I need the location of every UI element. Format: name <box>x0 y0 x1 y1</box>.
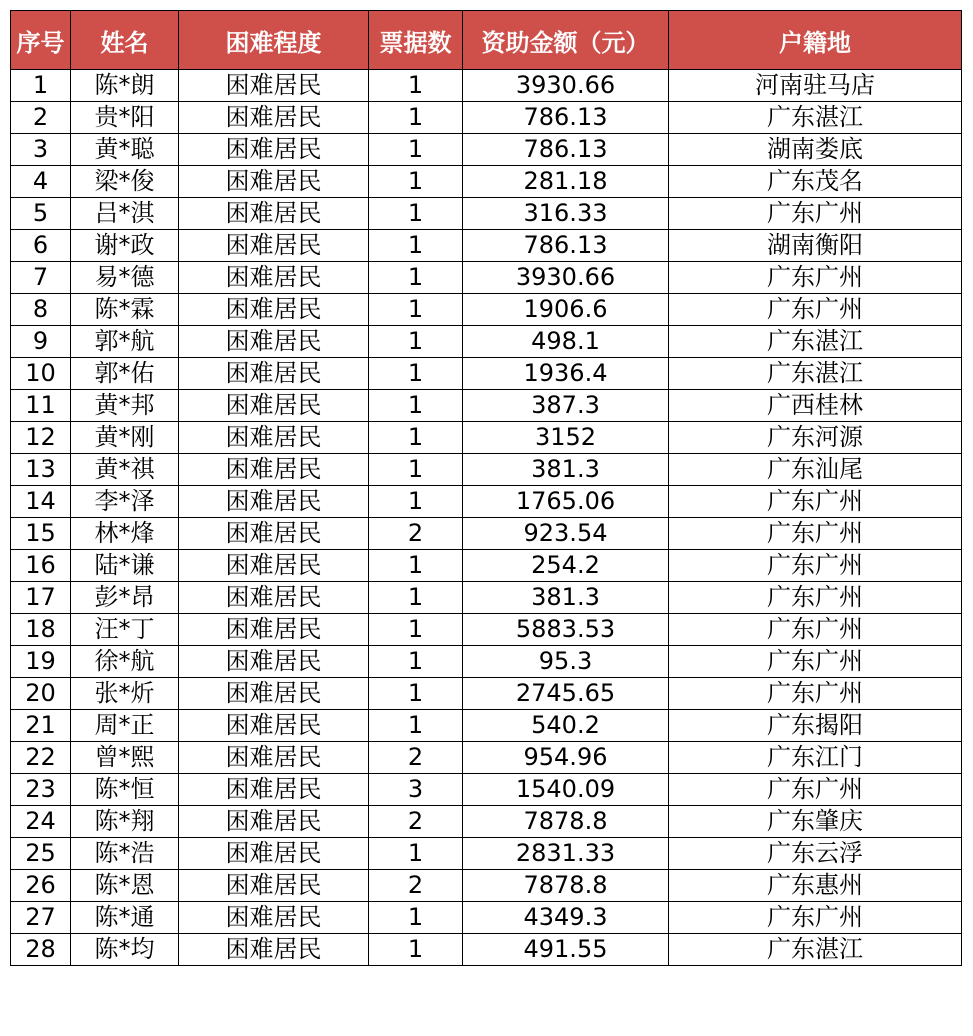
cell-name: 黄*聪 <box>71 134 179 166</box>
cell-receipt-count: 2 <box>369 870 463 902</box>
header-receipt-count: 票据数 <box>369 11 463 70</box>
cell-aid-amount: 498.1 <box>463 326 669 358</box>
cell-difficulty: 困难居民 <box>179 902 369 934</box>
cell-index: 5 <box>11 198 71 230</box>
table-row <box>11 582 962 614</box>
cell-index: 3 <box>11 134 71 166</box>
cell-index: 2 <box>11 102 71 134</box>
cell-domicile: 广东湛江 <box>669 102 962 134</box>
cell-receipt-count: 1 <box>369 710 463 742</box>
cell-receipt-count: 1 <box>369 902 463 934</box>
cell-receipt-count: 1 <box>369 358 463 390</box>
cell-aid-amount: 3152 <box>463 422 669 454</box>
cell-aid-amount: 786.13 <box>463 134 669 166</box>
cell-index: 13 <box>11 454 71 486</box>
cell-domicile: 广东肇庆 <box>669 806 962 838</box>
cell-name: 李*泽 <box>71 486 179 518</box>
cell-receipt-count: 1 <box>369 198 463 230</box>
cell-index: 6 <box>11 230 71 262</box>
cell-index: 28 <box>11 934 71 966</box>
cell-domicile: 广东河源 <box>669 422 962 454</box>
cell-difficulty: 困难居民 <box>179 326 369 358</box>
cell-receipt-count: 1 <box>369 614 463 646</box>
table-row <box>11 358 962 390</box>
cell-difficulty: 困难居民 <box>179 774 369 806</box>
cell-name: 徐*航 <box>71 646 179 678</box>
cell-aid-amount: 4349.3 <box>463 902 669 934</box>
cell-aid-amount: 954.96 <box>463 742 669 774</box>
cell-receipt-count: 1 <box>369 70 463 102</box>
cell-index: 27 <box>11 902 71 934</box>
table-row <box>11 742 962 774</box>
cell-name: 汪*丁 <box>71 614 179 646</box>
cell-domicile: 广东广州 <box>669 294 962 326</box>
cell-domicile: 河南驻马店 <box>669 70 962 102</box>
cell-aid-amount: 2831.33 <box>463 838 669 870</box>
cell-receipt-count: 1 <box>369 454 463 486</box>
header-aid-amount: 资助金额（元） <box>463 11 669 70</box>
table-row <box>11 230 962 262</box>
cell-name: 易*德 <box>71 262 179 294</box>
table-row <box>11 102 962 134</box>
cell-index: 17 <box>11 582 71 614</box>
cell-domicile: 广东湛江 <box>669 326 962 358</box>
cell-index: 4 <box>11 166 71 198</box>
aid-table <box>10 10 962 966</box>
cell-receipt-count: 2 <box>369 806 463 838</box>
cell-receipt-count: 3 <box>369 774 463 806</box>
cell-difficulty: 困难居民 <box>179 486 369 518</box>
cell-index: 1 <box>11 70 71 102</box>
cell-aid-amount: 281.18 <box>463 166 669 198</box>
cell-index: 22 <box>11 742 71 774</box>
cell-index: 19 <box>11 646 71 678</box>
cell-aid-amount: 381.3 <box>463 454 669 486</box>
cell-index: 14 <box>11 486 71 518</box>
cell-name: 陈*霖 <box>71 294 179 326</box>
cell-index: 23 <box>11 774 71 806</box>
cell-domicile: 广东汕尾 <box>669 454 962 486</box>
table-row <box>11 166 962 198</box>
cell-index: 20 <box>11 678 71 710</box>
cell-index: 15 <box>11 518 71 550</box>
cell-difficulty: 困难居民 <box>179 166 369 198</box>
cell-name: 陈*恩 <box>71 870 179 902</box>
cell-aid-amount: 254.2 <box>463 550 669 582</box>
cell-domicile: 广东惠州 <box>669 870 962 902</box>
cell-difficulty: 困难居民 <box>179 134 369 166</box>
table-body <box>11 70 962 966</box>
table-row <box>11 646 962 678</box>
cell-name: 曾*熙 <box>71 742 179 774</box>
cell-aid-amount: 1906.6 <box>463 294 669 326</box>
cell-name: 吕*淇 <box>71 198 179 230</box>
cell-index: 10 <box>11 358 71 390</box>
cell-difficulty: 困难居民 <box>179 198 369 230</box>
cell-difficulty: 困难居民 <box>179 102 369 134</box>
cell-aid-amount: 786.13 <box>463 102 669 134</box>
cell-name: 陈*朗 <box>71 70 179 102</box>
cell-index: 7 <box>11 262 71 294</box>
table-row <box>11 262 962 294</box>
cell-domicile: 广东广州 <box>669 550 962 582</box>
cell-difficulty: 困难居民 <box>179 806 369 838</box>
cell-difficulty: 困难居民 <box>179 582 369 614</box>
cell-index: 11 <box>11 390 71 422</box>
cell-difficulty: 困难居民 <box>179 710 369 742</box>
cell-name: 黄*刚 <box>71 422 179 454</box>
cell-name: 陈*通 <box>71 902 179 934</box>
cell-receipt-count: 1 <box>369 678 463 710</box>
cell-domicile: 广东江门 <box>669 742 962 774</box>
cell-name: 陆*谦 <box>71 550 179 582</box>
cell-domicile: 广东茂名 <box>669 166 962 198</box>
cell-name: 黄*邦 <box>71 390 179 422</box>
cell-domicile: 广东湛江 <box>669 358 962 390</box>
cell-difficulty: 困难居民 <box>179 614 369 646</box>
cell-name: 黄*祺 <box>71 454 179 486</box>
cell-aid-amount: 540.2 <box>463 710 669 742</box>
cell-domicile: 湖南娄底 <box>669 134 962 166</box>
cell-difficulty: 困难居民 <box>179 230 369 262</box>
cell-domicile: 广西桂林 <box>669 390 962 422</box>
cell-receipt-count: 1 <box>369 838 463 870</box>
cell-aid-amount: 1765.06 <box>463 486 669 518</box>
header-difficulty: 困难程度 <box>179 11 369 70</box>
cell-name: 陈*浩 <box>71 838 179 870</box>
table-row <box>11 134 962 166</box>
cell-index: 24 <box>11 806 71 838</box>
cell-name: 陈*翔 <box>71 806 179 838</box>
cell-aid-amount: 7878.8 <box>463 870 669 902</box>
cell-domicile: 广东广州 <box>669 518 962 550</box>
table-row <box>11 518 962 550</box>
cell-aid-amount: 381.3 <box>463 582 669 614</box>
cell-difficulty: 困难居民 <box>179 70 369 102</box>
cell-difficulty: 困难居民 <box>179 838 369 870</box>
cell-domicile: 湖南衡阳 <box>669 230 962 262</box>
table-row <box>11 614 962 646</box>
cell-receipt-count: 1 <box>369 102 463 134</box>
cell-aid-amount: 1540.09 <box>463 774 669 806</box>
cell-difficulty: 困难居民 <box>179 422 369 454</box>
cell-domicile: 广东揭阳 <box>669 710 962 742</box>
cell-aid-amount: 5883.53 <box>463 614 669 646</box>
cell-aid-amount: 491.55 <box>463 934 669 966</box>
cell-difficulty: 困难居民 <box>179 742 369 774</box>
cell-name: 陈*恒 <box>71 774 179 806</box>
cell-name: 梁*俊 <box>71 166 179 198</box>
cell-name: 贵*阳 <box>71 102 179 134</box>
cell-aid-amount: 3930.66 <box>463 262 669 294</box>
cell-name: 张*炘 <box>71 678 179 710</box>
cell-difficulty: 困难居民 <box>179 358 369 390</box>
table-row <box>11 678 962 710</box>
cell-index: 18 <box>11 614 71 646</box>
cell-difficulty: 困难居民 <box>179 518 369 550</box>
cell-index: 25 <box>11 838 71 870</box>
table-row <box>11 486 962 518</box>
cell-domicile: 广东广州 <box>669 678 962 710</box>
cell-aid-amount: 786.13 <box>463 230 669 262</box>
cell-domicile: 广东广州 <box>669 486 962 518</box>
cell-index: 26 <box>11 870 71 902</box>
cell-name: 周*正 <box>71 710 179 742</box>
cell-receipt-count: 1 <box>369 582 463 614</box>
table-row <box>11 838 962 870</box>
cell-receipt-count: 1 <box>369 262 463 294</box>
cell-domicile: 广东广州 <box>669 774 962 806</box>
cell-name: 陈*均 <box>71 934 179 966</box>
table-row <box>11 70 962 102</box>
cell-receipt-count: 1 <box>369 934 463 966</box>
cell-difficulty: 困难居民 <box>179 294 369 326</box>
cell-difficulty: 困难居民 <box>179 646 369 678</box>
header-domicile: 户籍地 <box>669 11 962 70</box>
cell-receipt-count: 1 <box>369 486 463 518</box>
cell-receipt-count: 1 <box>369 390 463 422</box>
cell-receipt-count: 1 <box>369 230 463 262</box>
table-row <box>11 870 962 902</box>
cell-domicile: 广东广州 <box>669 646 962 678</box>
cell-aid-amount: 7878.8 <box>463 806 669 838</box>
cell-index: 8 <box>11 294 71 326</box>
cell-difficulty: 困难居民 <box>179 390 369 422</box>
table-row <box>11 774 962 806</box>
table-row <box>11 390 962 422</box>
cell-name: 林*烽 <box>71 518 179 550</box>
cell-aid-amount: 387.3 <box>463 390 669 422</box>
cell-domicile: 广东湛江 <box>669 934 962 966</box>
cell-difficulty: 困难居民 <box>179 262 369 294</box>
cell-receipt-count: 1 <box>369 550 463 582</box>
table-row <box>11 806 962 838</box>
cell-receipt-count: 1 <box>369 646 463 678</box>
cell-domicile: 广东云浮 <box>669 838 962 870</box>
cell-domicile: 广东广州 <box>669 902 962 934</box>
cell-name: 谢*政 <box>71 230 179 262</box>
cell-receipt-count: 2 <box>369 742 463 774</box>
cell-difficulty: 困难居民 <box>179 550 369 582</box>
cell-index: 9 <box>11 326 71 358</box>
cell-aid-amount: 95.3 <box>463 646 669 678</box>
cell-receipt-count: 2 <box>369 518 463 550</box>
cell-index: 21 <box>11 710 71 742</box>
cell-receipt-count: 1 <box>369 422 463 454</box>
table-row <box>11 550 962 582</box>
cell-aid-amount: 3930.66 <box>463 70 669 102</box>
cell-receipt-count: 1 <box>369 134 463 166</box>
cell-receipt-count: 1 <box>369 294 463 326</box>
cell-domicile: 广东广州 <box>669 262 962 294</box>
cell-index: 12 <box>11 422 71 454</box>
cell-domicile: 广东广州 <box>669 582 962 614</box>
header-row <box>11 11 962 70</box>
cell-domicile: 广东广州 <box>669 614 962 646</box>
table-row <box>11 710 962 742</box>
cell-domicile: 广东广州 <box>669 198 962 230</box>
cell-difficulty: 困难居民 <box>179 934 369 966</box>
header-name: 姓名 <box>71 11 179 70</box>
table-row <box>11 198 962 230</box>
cell-receipt-count: 1 <box>369 326 463 358</box>
table-row <box>11 934 962 966</box>
cell-difficulty: 困难居民 <box>179 454 369 486</box>
cell-difficulty: 困难居民 <box>179 678 369 710</box>
cell-receipt-count: 1 <box>369 166 463 198</box>
table-row <box>11 454 962 486</box>
cell-name: 郭*航 <box>71 326 179 358</box>
cell-aid-amount: 316.33 <box>463 198 669 230</box>
cell-aid-amount: 2745.65 <box>463 678 669 710</box>
cell-name: 彭*昂 <box>71 582 179 614</box>
cell-difficulty: 困难居民 <box>179 870 369 902</box>
cell-name: 郭*佑 <box>71 358 179 390</box>
table-row <box>11 294 962 326</box>
cell-aid-amount: 923.54 <box>463 518 669 550</box>
cell-index: 16 <box>11 550 71 582</box>
table-row <box>11 326 962 358</box>
table-row <box>11 902 962 934</box>
header-index: 序号 <box>11 11 71 70</box>
cell-aid-amount: 1936.4 <box>463 358 669 390</box>
table-row <box>11 422 962 454</box>
